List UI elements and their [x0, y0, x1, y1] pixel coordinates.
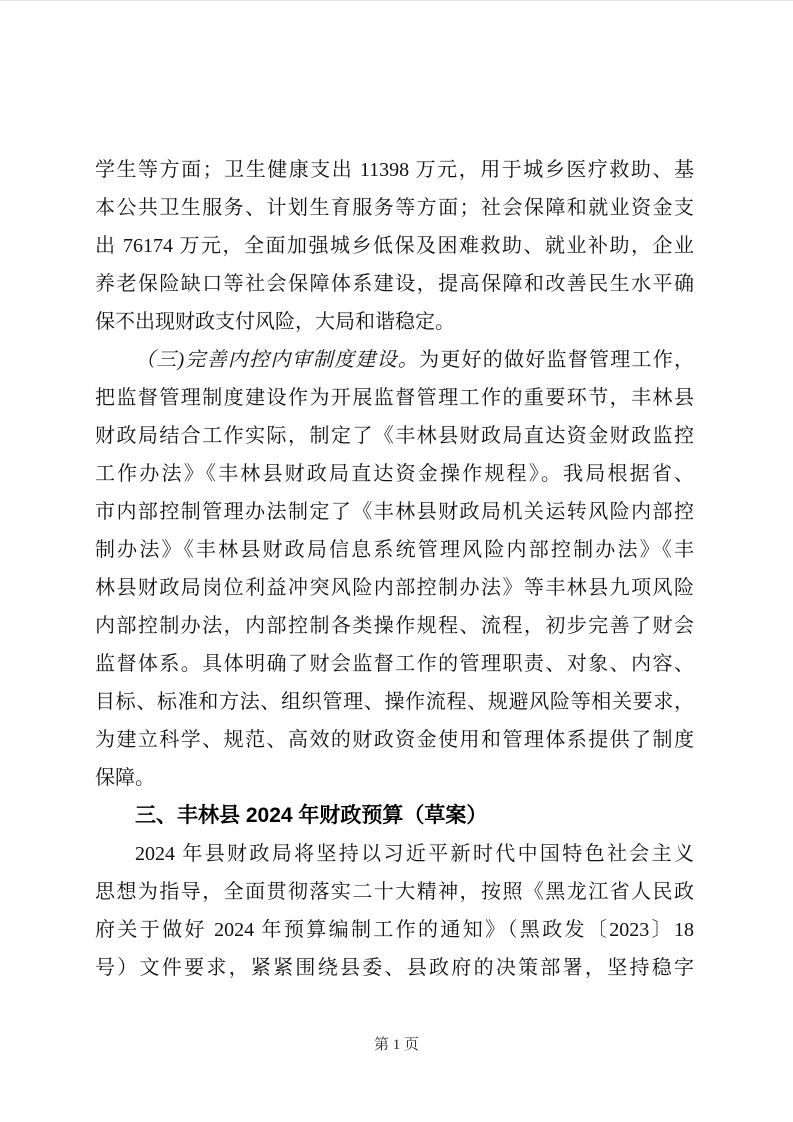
heading-2024-budget-draft: 三、丰林县 2024 年财政预算（草案） [135, 804, 488, 827]
text-line [95, 911, 694, 949]
text-line [95, 493, 694, 531]
text-segment: 制办法》《丰林县财政局信息系统管理风险内部控制办法》《丰 [95, 539, 694, 561]
text-segment: 出 76174 万元，全面加强城乡低保及困难救助、就业补助，企业 [95, 235, 694, 257]
text-line [95, 303, 694, 341]
text-line [95, 607, 694, 645]
text-line [95, 151, 694, 189]
text-line [95, 341, 694, 379]
page-footer [0, 1035, 793, 1055]
text-segment: 林县财政局岗位利益冲突风险内部控制办法》等丰林县九项风险 [95, 577, 694, 599]
text-line [95, 455, 694, 493]
para-social-security-spending [95, 151, 694, 341]
text-line [95, 873, 694, 911]
text-segment: 思想为指导，全面贯彻落实二十大精神，按照《黑龙江省人民政 [95, 881, 694, 903]
para-internal-control-system [95, 341, 694, 797]
text-line [95, 759, 694, 797]
text-line [95, 645, 694, 683]
text-line [95, 835, 694, 873]
para-2024-budget-intro [95, 835, 694, 987]
text-line [95, 417, 694, 455]
document-body [95, 151, 694, 987]
text-segment: 财政局结合工作实际，制定了《丰林县财政局直达资金财政监控 [95, 425, 694, 447]
text-line [95, 569, 694, 607]
text-line [95, 227, 694, 265]
text-segment: 2024 年县财政局将坚持以习近平新时代中国特色社会主义 [135, 843, 694, 865]
text-segment: 工作办法》《丰林县财政局直达资金操作规程》。我局根据省、 [95, 463, 694, 485]
text-line [95, 683, 694, 721]
text-segment: 内部控制办法，内部控制各类操作规程、流程，初步完善了财会 [95, 615, 694, 637]
text-segment: 保障。 [95, 767, 155, 789]
text-line [95, 265, 694, 303]
text-line [95, 189, 694, 227]
text-segment: 为更好的做好监督管理工作， [419, 349, 694, 371]
text-segment: 市内部控制管理办法制定了《丰林县财政局机关运转风险内部控 [95, 501, 694, 523]
text-segment: 监督体系。具体明确了财会监督工作的管理职责、对象、内容、 [95, 653, 694, 675]
text-segment: 学生等方面；卫生健康支出 11398 万元，用于城乡医疗救助、基 [95, 159, 694, 181]
text-line [95, 531, 694, 569]
text-segment: 养老保险缺口等社会保障体系建设，提高保障和改善民生水平确 [95, 273, 694, 295]
subsection-lead-phrase: （三)完善内控内审制度建设。 [135, 349, 420, 371]
text-segment: 号）文件要求，紧紧围绕县委、县政府的决策部署，坚持稳字 [95, 957, 694, 979]
page-number: 第 1 页 [373, 1037, 419, 1053]
text-segment: 为建立科学、规范、高效的财政资金使用和管理体系提供了制度 [95, 729, 694, 751]
text-segment: 保不出现财政支付风险，大局和谐稳定。 [95, 311, 455, 333]
text-line [95, 721, 694, 759]
text-segment: 府关于做好 2024 年预算编制工作的通知》（黑政发〔2023〕18 [95, 919, 694, 941]
text-segment: 目标、标准和方法、组织管理、操作流程、规避风险等相关要求， [95, 691, 694, 713]
text-line [95, 949, 694, 987]
text-line [95, 379, 694, 417]
text-segment: 本公共卫生服务、计划生育服务等方面；社会保障和就业资金支 [95, 197, 694, 219]
text-segment: 把监督管理制度建设作为开展监督管理工作的重要环节，丰林县 [95, 387, 694, 409]
